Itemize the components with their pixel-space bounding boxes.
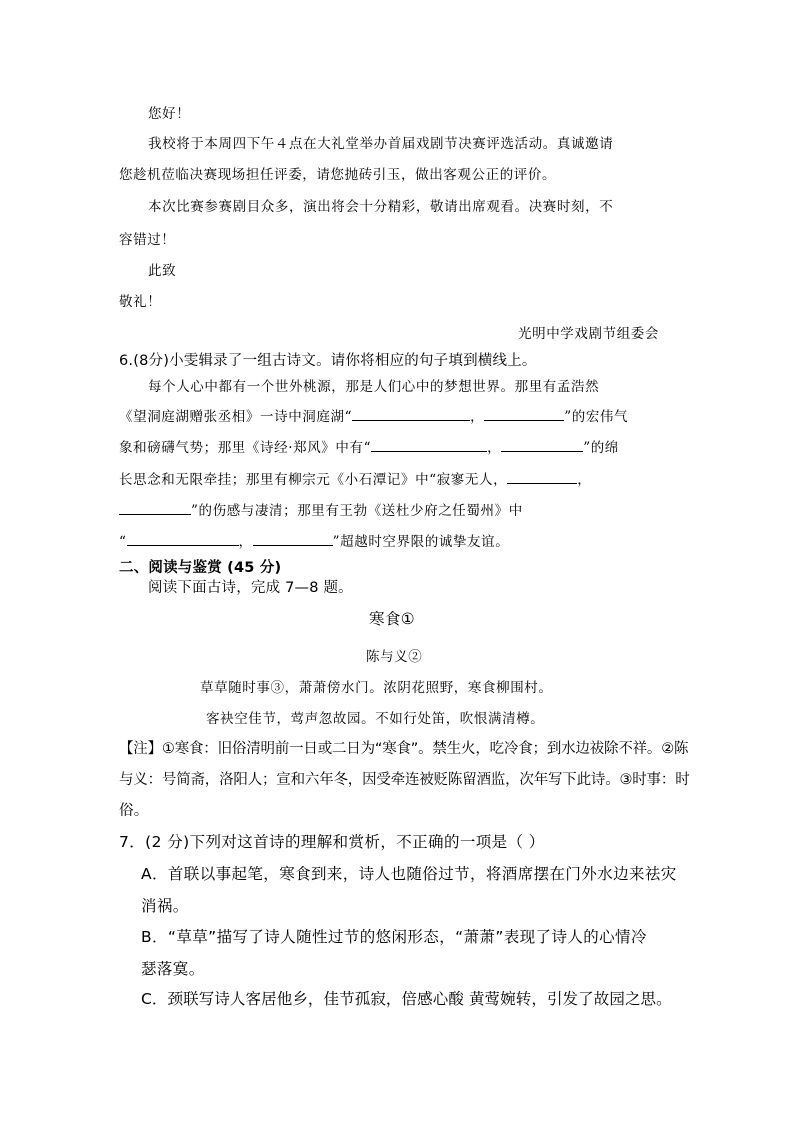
letter-paragraph-2-line-1: 本次比赛参赛剧目众多，演出将会十分精彩，敬请出席观看。决赛时刻，不 (148, 199, 614, 215)
question-6-line-2 (119, 405, 628, 425)
q6-text: 象和磅礴气势；那里《诗经·郑风》中有“ (119, 440, 372, 456)
question-6-line-3 (119, 436, 619, 456)
q6-text: ”的宏伟气 (564, 409, 629, 425)
question-6-header: 6.(8分)小雯辑录了一组古诗文。请你将相应的句子填到横线上。 (119, 353, 537, 369)
answer-blank[interactable] (352, 407, 470, 421)
letter-closing-cizhi: 此致 (148, 263, 177, 279)
letter-paragraph-2-line-2: 容错过！ (119, 232, 176, 248)
q6-text: ”的绵 (583, 440, 619, 456)
question-7-option-c[interactable]: C．颈联写诗人客居他乡，佳节孤寂，倍感心酸 黄莺婉转，引发了故园之思。 (141, 990, 672, 1008)
q6-text: ”超越时空界限的诚挚友谊。 (332, 534, 510, 550)
answer-blank[interactable] (371, 438, 487, 452)
section-2-instruction: 阅读下面古诗，完成 7—8 题。 (148, 580, 353, 596)
q6-text: 《望洞庭湖赠张丞相》一诗中洞庭湖“ (119, 409, 353, 425)
question-6-line-4 (119, 468, 591, 488)
q6-text: ， (238, 534, 253, 550)
poem-author: 陈与义② (366, 649, 423, 665)
answer-blank[interactable] (507, 470, 577, 484)
q6-text: ， (577, 472, 592, 488)
question-6-line-5 (119, 499, 523, 519)
letter-paragraph-1-line-1: 我校将于本周四下午４点在大礼堂举办首届戏剧节决赛评选活动。真诚邀请 (148, 136, 614, 152)
letter-greeting: 您好！ (148, 106, 191, 122)
note-line-3: 俗。 (119, 803, 149, 819)
q6-text: 长思念和无限牵挂；那里有柳宗元《小石潭记》中“寂寥无人， (119, 472, 508, 488)
q6-text: “ (119, 534, 127, 550)
poem-line-1: 草草随时事③，萧萧傍水门。浓阴花照野，寒食柳围村。 (200, 680, 553, 696)
poem-line-2: 客袂空佳节，莺声忽故园。不如行处笛，吹恨满清樽。 (206, 711, 545, 727)
answer-blank[interactable] (127, 532, 239, 546)
answer-blank[interactable] (253, 532, 333, 546)
letter-paragraph-1-line-2: 您趁机莅临决赛现场担任评委，请您抛砖引玉，做出客观公正的评价。 (119, 167, 557, 183)
note-line-2: 与义：号简斋，洛阳人；宣和六年冬，因受牵连被贬陈留酒监，次年写下此诗。③时事：时 (119, 772, 690, 788)
question-7-option-a-line-2[interactable]: 消祸。 (141, 897, 189, 915)
section-2-title: 二、阅读与鉴赏 (45 分) (119, 560, 282, 576)
answer-blank[interactable] (501, 438, 583, 452)
poem-title: 寒食① (369, 610, 416, 628)
question-7-option-a-line-1[interactable]: A．首联以事起笔，寒食到来，诗人也随俗过节，将酒席摆在门外水边来祛灾 (141, 865, 677, 883)
question-6-line-1: 每个人心中都有一个世外桃源，那是人们心中的梦想世界。那里有孟浩然 (148, 379, 600, 395)
question-7-option-b-line-2[interactable]: 瑟落寞。 (141, 960, 205, 978)
letter-closing-jingli: 敬礼！ (119, 294, 162, 310)
q6-text: ， (487, 440, 502, 456)
q6-text: ”的伤感与凄清；那里有王勃《送杜少府之任蜀州》中 (191, 503, 523, 519)
letter-signature: 光明中学戏剧节组委会 (518, 326, 659, 342)
question-7-stem: 7．(2 分)下列对这首诗的理解和赏析，不正确的一项是（ ） (119, 833, 545, 851)
q6-text: ， (470, 409, 485, 425)
answer-blank[interactable] (484, 407, 564, 421)
question-6-line-6 (119, 530, 509, 550)
answer-blank[interactable] (119, 501, 191, 515)
question-7-option-b-line-1[interactable]: B．“草草”描写了诗人随性过节的悠闲形态，“萧萧”表现了诗人的心情冷 (141, 928, 647, 946)
note-line-1: 【注】①寒食：旧俗清明前一日或二日为“寒食”。禁生火，吃冷食；到水边祓除不祥。②陈 (119, 741, 689, 757)
